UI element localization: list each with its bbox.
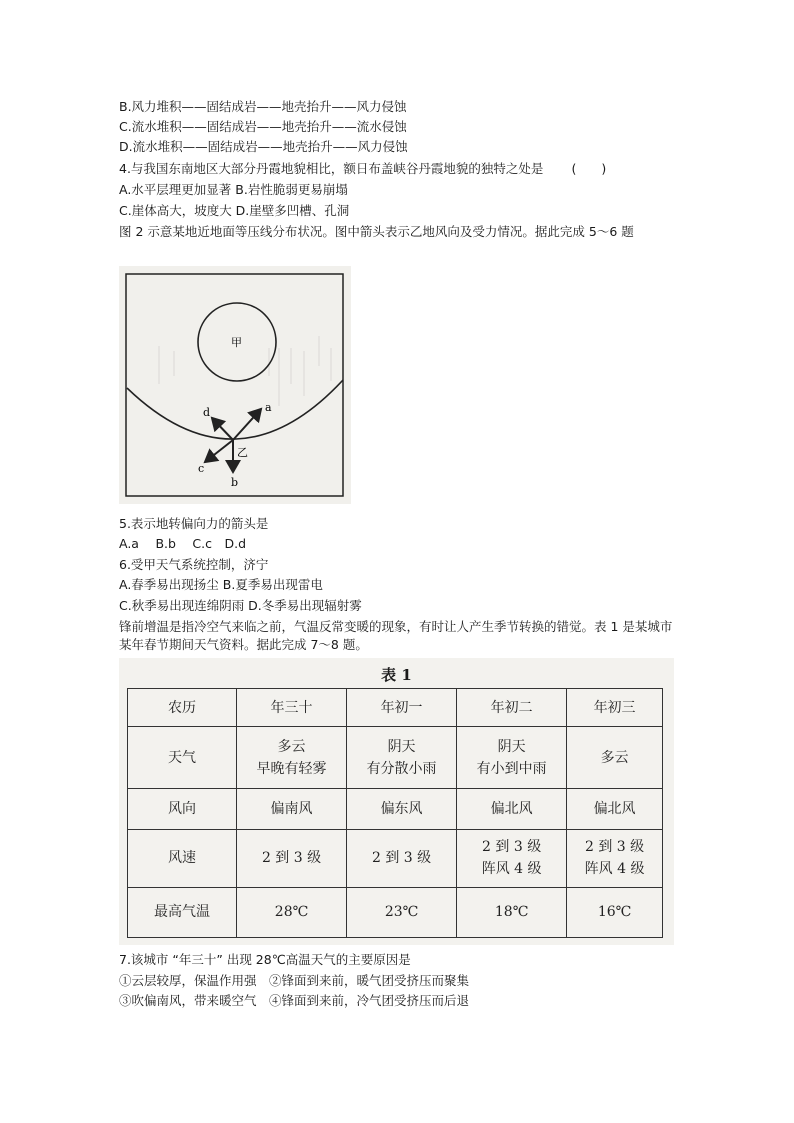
intro-5-6: 图 2 示意某地近地面等压线分布状况。图中箭头表示乙地风向及受力情况。据此完成 5～6 题 — [119, 224, 634, 239]
q4-stem — [119, 160, 606, 178]
table-header-cell: 年初一 — [347, 689, 457, 727]
q3-option-d: D.流水堆积——固结成岩——地壳抬升——风力侵蚀 — [119, 139, 408, 154]
q6-options-cd: C.秋季易出现连绵阴雨 D.冬季易出现辐射雾 — [119, 598, 362, 613]
cell-line: 阴天 — [387, 738, 416, 755]
table-row-wind-direction — [128, 789, 663, 829]
table-cell — [567, 829, 663, 887]
table-row-weather — [128, 727, 663, 789]
isobar-diagram — [119, 266, 351, 504]
cell-line: 阵风 4 级 — [481, 861, 542, 878]
cell-line: 阵风 4 级 — [584, 861, 645, 878]
q7-statements-1-2: ①云层较厚，保温作用强 ②锋面到来前，暖气团受挤压而聚集 — [119, 973, 470, 988]
weather-table — [127, 688, 663, 938]
cell-line: 有小到中雨 — [476, 760, 547, 777]
cell-line: 阴天 — [497, 738, 526, 755]
label-yi: 乙 — [237, 446, 248, 459]
table-cell: 偏北风 — [457, 789, 567, 829]
label-c: c — [198, 462, 205, 475]
table-cell — [457, 727, 567, 789]
bleed-through-marks — [159, 336, 331, 406]
table-cell: 偏北风 — [567, 789, 663, 829]
cell-line: 多云 — [277, 738, 306, 755]
table-cell: 2 到 3 级 — [347, 829, 457, 887]
label-jia: 甲 — [231, 336, 242, 349]
arrow-c — [205, 440, 233, 462]
table-cell: 2 到 3 级 — [237, 829, 347, 887]
table-cell — [567, 727, 663, 789]
q4-stem-text: 4.与我国东南地区大部分丹霞地貌相比，额日布盖峡谷丹霞地貌的独特之处是 — [119, 161, 544, 176]
table-cell — [347, 727, 457, 789]
cell-line: 多云 — [600, 749, 629, 766]
q5-options: A.a B.b C.c D.d — [119, 536, 247, 551]
table-header-cell: 年初二 — [457, 689, 567, 727]
label-d: d — [203, 406, 211, 419]
cell-line: 2 到 3 级 — [584, 839, 645, 856]
cell-line: 有分散小雨 — [366, 760, 437, 777]
q4-options-cd: C.崖体高大，坡度大 D.崖壁多凹槽、孔洞 — [119, 203, 350, 218]
table-cell: 偏东风 — [347, 789, 457, 829]
row-label: 风速 — [128, 829, 237, 887]
cell-line: 2 到 3 级 — [482, 839, 542, 856]
weather-table-figure — [119, 658, 674, 945]
table-cell — [457, 829, 567, 887]
table-cell: 23℃ — [347, 887, 457, 937]
table-cell: 28℃ — [237, 887, 347, 937]
row-label: 最高气温 — [128, 887, 237, 937]
row-label: 风向 — [128, 789, 237, 829]
table-cell — [237, 727, 347, 789]
q6-stem: 6.受甲天气系统控制，济宁 — [119, 557, 269, 572]
label-b: b — [231, 476, 239, 489]
table-header-row — [128, 689, 663, 727]
table-header-cell: 年三十 — [237, 689, 347, 727]
q6-options-ab: A.春季易出现扬尘 B.夏季易出现雷电 — [119, 577, 323, 592]
arrow-d — [212, 418, 233, 440]
table-cell: 偏南风 — [237, 789, 347, 829]
table-cell: 16℃ — [567, 887, 663, 937]
row-label: 天气 — [128, 727, 237, 789]
q5-stem: 5.表示地转偏向力的箭头是 — [119, 516, 269, 531]
q3-option-c: C.流水堆积——固结成岩——地壳抬升——流水侵蚀 — [119, 119, 407, 134]
figure-frame — [126, 274, 343, 496]
q4-options-ab: A.水平层理更加显著 B.岩性脆弱更易崩塌 — [119, 182, 348, 197]
table-cell: 18℃ — [457, 887, 567, 937]
cell-line: 早晚有轻雾 — [256, 760, 327, 777]
intro-7-8: 锋前增温是指冷空气来临之前，气温反常变暖的现象，有时让人产生季节转换的错觉。表 1 是某城市某年春节期间天气资料。据此完成 7～8 题。 — [119, 619, 673, 652]
table-title: 表 1 — [381, 666, 412, 684]
outer-isobar-arc — [127, 380, 343, 439]
label-a: a — [265, 401, 272, 414]
q7-statements-3-4: ③吹偏南风，带来暖空气 ④锋面到来前，冷气团受挤压而后退 — [119, 993, 470, 1008]
table-header-cell: 农历 — [128, 689, 237, 727]
q7-stem: 7.该城市 “年三十” 出现 28℃高温天气的主要原因是 — [119, 952, 411, 967]
q3-option-b: B.风力堆积——固结成岩——地壳抬升——风力侵蚀 — [119, 99, 407, 114]
table-row-max-temp — [128, 887, 663, 937]
answer-paren: ( ) — [571, 161, 607, 176]
table-row-wind-speed — [128, 829, 663, 887]
isobar-figure — [119, 266, 351, 504]
arrow-a — [233, 409, 261, 440]
table-header-cell: 年初三 — [567, 689, 663, 727]
